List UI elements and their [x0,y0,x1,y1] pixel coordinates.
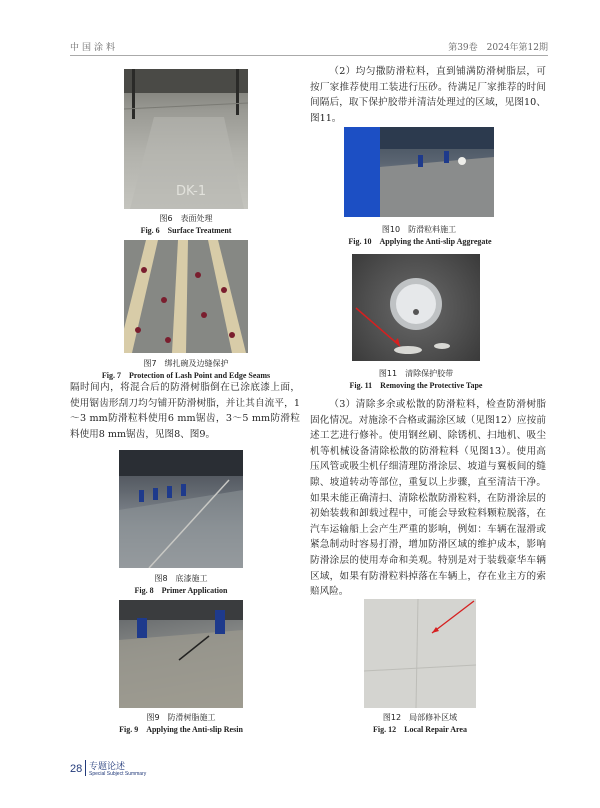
figure-10-caption-cn: 图10 防滑粒料施工 [381,225,457,234]
figure-12-photo [364,599,476,708]
figure-7-drawing [124,240,248,353]
figure-10-caption-en: Fig. 10 Applying the Anti-slip Aggregate [348,237,492,246]
figure-11-photo [352,254,480,361]
right-paragraph-1: （2）均匀撒防滑粒料，直到铺满防滑树脂层，可按厂家推荐使用工装进行压砂。待满足厂家推荐的时间间隔后，取下保护胶带并清洁处理过的区域，见图10、图11。 [310,66,546,124]
chalk-mark: DK-1 [176,184,207,199]
figure-9-caption-en: Fig. 9 Applying the Anti-slip Resin [119,725,243,734]
figure-7-photo [124,240,248,353]
figure-11-drawing [352,254,480,361]
issue-info: 第39卷 2024年第12期 [448,43,548,53]
figure-12-caption-en: Fig. 12 Local Repair Area [373,725,467,734]
figure-9-drawing [119,600,243,708]
figure-6-photo [124,69,248,209]
figure-8-drawing [119,450,243,568]
figure-10-drawing [344,127,494,217]
journal-name: 中国涂料 [70,43,119,53]
figure-11-caption-cn: 图11 清除保护胶带 [378,369,454,378]
figure-7-caption-en: Fig. 7 Protection of Lash Point and Edge Seams [101,371,271,380]
figure-6-caption-cn: 图6 表面处理 [159,214,213,223]
figure-10-photo [344,127,494,217]
section-name-cn: 专题论述 [89,762,126,772]
header-rule [70,55,548,56]
figure-7-caption-cn: 图7 绑扎碗及边缝保护 [143,359,229,368]
footer-divider [85,760,86,776]
figure-8-photo [119,450,243,568]
figure-12-drawing [364,599,476,708]
figure-8-caption-cn: 图8 底漆施工 [154,574,208,583]
figure-6-drawing [124,69,248,209]
left-paragraph: 隔时间内，将混合后的防滑树脂倒在已涂底漆上面，使用锯齿形刮刀均匀铺开防滑树脂，并让其自流平，1～3 mm防滑粒料使用6 mm锯齿，3～5 mm防滑粒料使用8 mm锯齿，见图8、图9。 [70,382,300,440]
figure-8-caption-en: Fig. 8 Primer Application [134,586,228,595]
figure-9-photo [119,600,243,708]
page-number: 28 [70,763,83,775]
figure-6-caption-en: Fig. 6 Surface Treatment [140,226,232,235]
figure-12-caption-cn: 图12 局部修补区域 [382,713,458,722]
figure-11-caption-en: Fig. 11 Removing the Protective Tape [349,381,483,390]
figure-9-caption-cn: 图9 防滑树脂施工 [146,713,216,722]
section-name-en: Special Subject Summary [89,771,147,777]
right-paragraph-2: （3）清除多余或松散的防滑粒料，检查防滑树脂固化情况。对施涂不合格或漏涂区域（见图12）应按前述工艺进行修补。使用钢丝刷、除锈机、扫地机、吸尘机等机械设备清除松散的防滑粒料（见图13）。使用高压风管或吸尘机仔细清理防滑涂层、坡道与翼板间的缝隙、坡道转动等部位，重复以上步骤，直至清洁干净。如果未能正确清扫、清除松散防滑粒料，在防滑涂层的初始装载和卸载过程中，可能会导致粒料颗粒脱落，在汽车运输船上会产生严重的影响，例如：车辆在湿滑或紧急制动时容易打滑，增加防滑区域的维护成本，影响防滑涂层的使用寿命和美观。特别是对于装载豪华车辆区域，如果有防滑粒料掉落在车辆上，存在业主方的索赔风险。 [310,399,546,598]
